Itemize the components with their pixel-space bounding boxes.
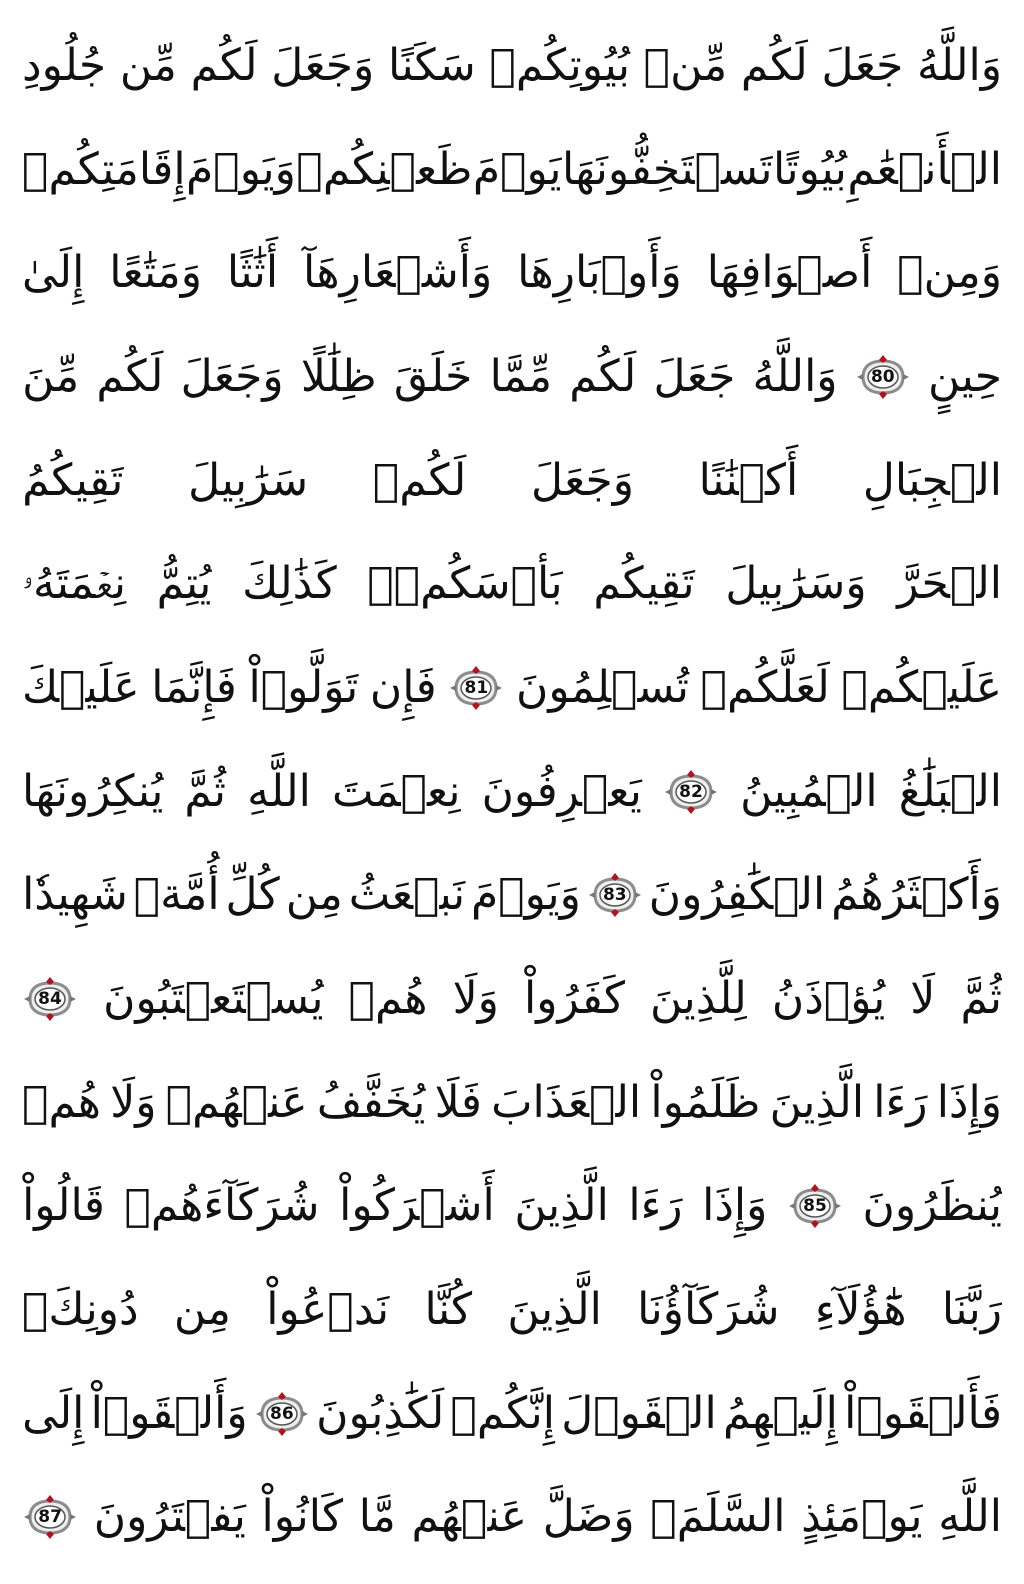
ayah-number-marker <box>448 665 504 711</box>
quran-word: وَمِنۡ <box>897 247 1002 299</box>
quran-word: رَءَا <box>628 1180 683 1232</box>
quran-word: رَءَا <box>873 1076 928 1128</box>
text-line <box>22 844 1002 948</box>
quran-word: كَانُواْ <box>261 1491 344 1543</box>
quran-word: وَيَوۡمَ <box>471 869 581 921</box>
quran-word: الۡحَرَّ <box>897 558 1002 610</box>
quran-word: هَٰٓؤُلَآءِ <box>814 1284 907 1336</box>
quran-word: وَلَا <box>452 973 499 1025</box>
ayah-number-marker <box>254 1391 310 1437</box>
quran-word: نِعۡمَتَ <box>331 765 461 817</box>
quran-word: إِقَامَتِكُمۡ <box>22 143 186 195</box>
quran-word: الَّذِينَ <box>769 1076 865 1128</box>
quran-word: جَعَلَ <box>821 39 904 91</box>
quran-word: وَإِذَا <box>936 1076 1002 1128</box>
quran-word: أَشۡرَكُواْ <box>339 1180 495 1232</box>
quran-word: وَجَعَلَ <box>530 454 634 506</box>
quran-word: لَعَلَّكُمۡ <box>700 661 830 713</box>
quran-word: لَكُم <box>569 350 637 402</box>
quran-word: بَأۡسَكُمۡۚ <box>367 558 563 610</box>
quran-word: وَلَا <box>110 1076 157 1128</box>
quran-word: سَرَٰبِيلَ <box>188 454 309 506</box>
quran-word: ظَلَمُواْ <box>650 1076 761 1128</box>
text-line <box>22 740 1002 844</box>
quran-word: كَفَرُواْ <box>523 973 625 1025</box>
quran-word: رَبَّنَا <box>941 1284 1002 1336</box>
quran-word: شُرَكَآءَهُمۡ <box>124 1180 320 1232</box>
quran-word: أَصۡوَافِهَا <box>706 247 873 299</box>
quran-word: بُيُوتًا <box>772 143 847 195</box>
ayah-number: 82 <box>679 781 703 802</box>
quran-word: الۡقَوۡلَ <box>561 1387 717 1439</box>
ayah-number: 83 <box>602 885 627 906</box>
quran-word: حِينٍ <box>928 350 1002 402</box>
text-line <box>22 118 1002 222</box>
text-line <box>22 1466 1002 1570</box>
quran-word: شَهِيدٗا <box>22 869 128 921</box>
ayah-number: 86 <box>270 1403 294 1424</box>
quran-word: كُنَّا <box>424 1284 473 1336</box>
quran-word: يُنظَرُونَ <box>862 1180 1002 1232</box>
quran-word: تَسۡتَخِفُّونَهَا <box>561 143 773 195</box>
ayah-number: 84 <box>38 989 62 1010</box>
ayah-number-marker <box>787 1183 843 1229</box>
quran-word: ثُمَّ <box>184 765 226 817</box>
quran-word: ظَعۡنِكُمۡ <box>296 143 473 195</box>
ayah-number: 81 <box>464 677 489 698</box>
quran-word: اللَّهِ <box>247 765 311 817</box>
quran-word: فَأَلۡقَوۡاْ <box>844 1387 1002 1439</box>
ayah-number-marker <box>855 354 911 400</box>
quran-word: يَعۡرِفُونَ <box>481 765 642 817</box>
quran-word: عَلَيۡكَ <box>22 661 140 713</box>
text-line <box>22 429 1002 533</box>
quran-word: السَّلَمَۖ <box>650 1491 786 1543</box>
quran-word: مِّنَ <box>22 350 80 402</box>
quran-word: مَّا <box>358 1491 396 1543</box>
quran-word: وَيَوۡمَ <box>186 143 296 195</box>
quran-word: نَدۡعُواْ <box>266 1284 390 1336</box>
quran-word: وَسَرَٰبِيلَ <box>725 558 867 610</box>
quran-word: يُنكِرُونَهَا <box>22 765 164 817</box>
quran-word: أُمَّةٖ <box>133 869 220 921</box>
quran-word: مِّمَّا <box>489 350 553 402</box>
ayah-number-marker <box>587 872 643 918</box>
quran-word: وَمَتَٰعًا <box>109 247 202 299</box>
quran-word: ثُمَّ <box>960 973 1002 1025</box>
quran-word: شُرَكَآؤُنَا <box>637 1284 780 1336</box>
quran-word: وَجَعَلَ <box>180 350 284 402</box>
quran-word: تَقِيكُم <box>593 558 695 610</box>
quran-word: لَكُمۡ <box>372 454 467 506</box>
quran-word: أَثَٰثًا <box>226 247 279 299</box>
quran-word: قَالُواْ <box>22 1180 105 1232</box>
quran-word: عَنۡهُم <box>411 1491 527 1543</box>
quran-word: إِلَى <box>22 1387 85 1439</box>
quran-word: خَلَقَ <box>393 350 473 402</box>
ayah-number-marker <box>663 769 719 815</box>
text-line <box>22 1362 1002 1466</box>
quran-word: وَأَكۡثَرُهُمُ <box>831 869 1002 921</box>
quran-word: الۡمُبِينُ <box>740 765 878 817</box>
quran-word: مِّن <box>119 39 177 91</box>
quran-word: إِنَّكُمۡ <box>450 1387 555 1439</box>
quran-word: بُيُوتِكُمۡ <box>489 39 630 91</box>
quran-word: سَكَنًا <box>387 39 476 91</box>
ayah-number-marker <box>22 976 78 1022</box>
quran-word: كُلِّ <box>225 869 280 921</box>
quran-word: تَوَلَّوۡاْ <box>248 661 359 713</box>
quran-word: وَاللَّهُ <box>752 350 838 402</box>
quran-word: الۡجِبَالِ <box>862 454 1002 506</box>
quran-word: وَأَشۡعَارِهَآ <box>302 247 493 299</box>
ayah-number-marker <box>22 1494 78 1540</box>
quran-word: الۡأَنۡعَٰمِ <box>847 143 1002 195</box>
quran-word: إِلَىٰ <box>22 247 85 299</box>
quran-word: تَقِيكُمُ <box>22 454 124 506</box>
quran-word: فَلَا <box>434 1076 482 1128</box>
quran-word: يَوۡمَ <box>472 143 562 195</box>
text-line <box>22 1051 1002 1155</box>
quran-word: نِعۡمَتَهُۥ <box>22 558 126 610</box>
quran-word: لَكُم <box>190 39 258 91</box>
quran-word: وَاللَّهُ <box>916 39 1002 91</box>
quran-word: يُخَفَّفُ <box>316 1076 426 1128</box>
quran-word: فَإِن <box>369 661 437 713</box>
text-line <box>22 221 1002 325</box>
quran-word: إِلَيۡهِمُ <box>722 1387 838 1439</box>
quran-word: لَكُم <box>740 39 808 91</box>
quran-word: جُلُودِ <box>22 39 107 91</box>
quran-word: يُتِمُّ <box>156 558 212 610</box>
ayah-number: 85 <box>803 1196 827 1217</box>
quran-word: وَأَوۡبَارِهَا <box>517 247 682 299</box>
ayah-number: 87 <box>38 1507 62 1528</box>
quran-word: وَأَلۡقَوۡاْ <box>90 1387 248 1439</box>
text-line <box>22 947 1002 1051</box>
quran-word: هُمۡ <box>22 1076 101 1128</box>
quran-word: ظِلَٰلًا <box>300 350 377 402</box>
text-line <box>22 325 1002 429</box>
quran-word: يَفۡتَرُونَ <box>93 1491 246 1543</box>
quran-word: فَإِنَّمَا <box>151 661 237 713</box>
quran-word: جَعَلَ <box>653 350 736 402</box>
quran-word: الۡبَلَٰغُ <box>898 765 1002 817</box>
quran-word: وَضَلَّ <box>542 1491 635 1543</box>
quran-word: كَذَٰلِكَ <box>242 558 337 610</box>
quran-word: مِن <box>173 1284 231 1336</box>
quran-word: هُمۡ <box>348 973 428 1025</box>
mushaf-page <box>22 14 1002 1570</box>
quran-word: مِن <box>285 869 343 921</box>
quran-word: الۡكَٰفِرُونَ <box>648 869 826 921</box>
quran-word: نَبۡعَثُ <box>348 869 466 921</box>
quran-word: عَنۡهُمۡ <box>165 1076 308 1128</box>
quran-word: اللَّهِ <box>938 1491 1002 1543</box>
quran-word: الۡعَذَابَ <box>491 1076 642 1128</box>
quran-word: مِّنۢ <box>643 39 728 91</box>
quran-word: أَكۡنَٰنًا <box>698 454 799 506</box>
quran-word: الَّذِينَ <box>507 1284 602 1336</box>
quran-word: لَكَٰذِبُونَ <box>316 1387 445 1439</box>
text-line <box>22 1155 1002 1259</box>
quran-word: يُؤۡذَنُ <box>771 973 886 1025</box>
text-line <box>22 14 1002 118</box>
quran-word: تُسۡلِمُونَ <box>516 661 689 713</box>
quran-word: يَوۡمَئِذٍ <box>801 1491 923 1543</box>
text-line <box>22 636 1002 740</box>
quran-word: وَجَعَلَ <box>271 39 375 91</box>
quran-word: لِلَّذِينَ <box>650 973 747 1025</box>
quran-word: عَلَيۡكُمۡ <box>841 661 1002 713</box>
text-line <box>22 532 1002 636</box>
quran-word: الَّذِينَ <box>514 1180 609 1232</box>
quran-word: لَكُم <box>96 350 164 402</box>
text-line <box>22 1258 1002 1362</box>
quran-word: يُسۡتَعۡتَبُونَ <box>103 973 324 1025</box>
quran-word: لَا <box>910 973 936 1025</box>
ayah-number: 80 <box>870 366 895 387</box>
quran-word: وَإِذَا <box>702 1180 768 1232</box>
quran-word: دُونِكَۖ <box>22 1284 139 1336</box>
